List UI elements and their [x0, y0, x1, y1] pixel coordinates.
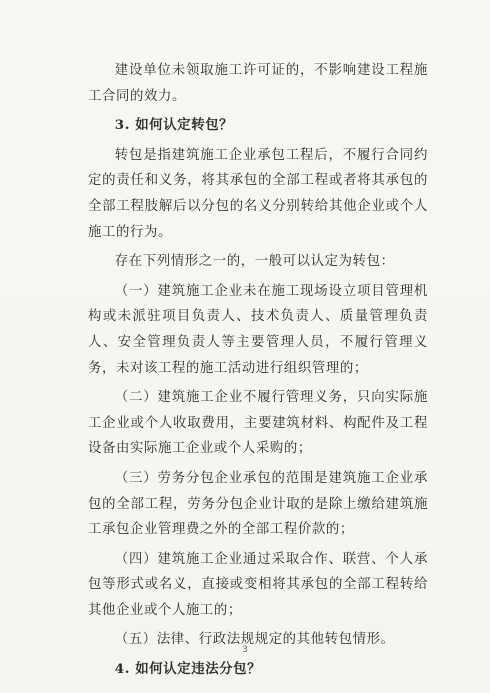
paragraph-condition-2: （二）建筑施工企业不履行管理义务，只向实际施工企业或个人收取费用，主要建筑材料、构配件及工程设备由实际施工企业或个人采购的； [88, 390, 428, 457]
heading-subcontracting-definition: 3. 如何认定转包？ [114, 117, 234, 134]
paragraph-transfer-definition: 转包是指建筑施工企业承包工程后，不履行合同约定的责任和义务，将其承包的全部工程或者将其承包的全部工程肢解后以分包的名义分别转给其他企业或个人施工的行为。 [88, 147, 428, 240]
paragraph-condition-1: （一）建筑施工企业未在施工现场设立项目管理机构或未派驻项目负责人、技术负责人、质量管理负责人、安全管理负责人等主要管理人员，不履行管理义务，未对该工程的施工活动进行组织管理的； [88, 283, 428, 376]
paragraph-condition-5: （五）法律、行政法规规定的其他转包情形。 [114, 632, 395, 648]
paragraph-condition-4: （四）建筑施工企业通过采取合作、联营、个人承包等形式或名义，直接或变相将其承包的全部工程转给其他企业或个人施工的； [88, 551, 428, 618]
paragraph-transfer-conditions-intro: 存在下列情形之一的，一般可以认定为转包： [114, 254, 395, 270]
heading-illegal-subcontracting: 4. 如何认定违法分包？ [114, 661, 262, 678]
document-body [88, 58, 428, 683]
page-number: 3 [242, 645, 248, 655]
paragraph-condition-3: （三）劳务分包企业承包的范围是建筑施工企业承包的全部工程，劳务分包企业计取的是除上缴给建筑施工承包企业管理费之外的全部工程价款的； [88, 470, 428, 538]
paragraph-permit-validity: 建设单位未领取施工许可证的，不影响建设工程施工合同的效力。 [88, 63, 428, 104]
